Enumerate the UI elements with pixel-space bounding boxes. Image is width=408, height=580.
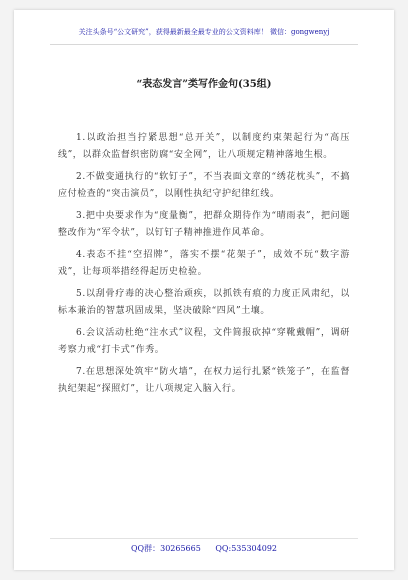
list-item: 5.以刮骨疗毒的决心整治顽疾，以抓铁有痕的力度正风肃纪，以标本兼治的智慧巩固成果，坚决破除“四风”土壤。: [58, 289, 350, 316]
list-item: 3.把中央要求作为“度量衡”，把群众期待作为“晴雨表”，把问题整改作为“军令状”，以钉钉子精神推进作风革命。: [58, 211, 350, 238]
document-page: [14, 10, 394, 570]
item-list: [58, 130, 350, 403]
list-item: 2.不做变通执行的“软钉子”，不当表面文章的“绣花枕头”，不搞应付检查的“突击演员”，以刚性执纪守护纪律红线。: [58, 172, 350, 199]
list-item: 6.会议活动杜绝“注水式”议程，文件简报砍掉“穿靴戴帽”，调研考察力戒“打卡式”作秀。: [58, 328, 350, 355]
qq-number: QQ:535304092: [215, 544, 277, 553]
document-title: “表态发言”类写作金句(35组): [136, 79, 272, 90]
footer-divider: [50, 538, 358, 539]
header-divider: [50, 44, 358, 45]
list-item: 1.以政治担当拧紧思想“总开关”，以制度约束架起行为“高压线”，以群众监督织密防腐“安全网”，让八项规定精神落地生根。: [58, 133, 350, 160]
qq-group-number: QQ群：30265665: [130, 544, 201, 553]
list-item: 4.表态不挂“空招牌”，落实不摆“花架子”，成效不玩“数字游戏”，让每项举措经得起历史检验。: [58, 250, 350, 277]
page-header: 关注头条号“公文研究”，获得最新最全最专业的公文资料库！ 微信：gongwenyj: [78, 28, 330, 36]
list-item: 7.在思想深处筑牢“防火墙”，在权力运行扎紧“铁笼子”，在监督执纪架起“探照灯”，让八项规定入脑入行。: [58, 367, 350, 394]
page-footer: [14, 544, 394, 554]
